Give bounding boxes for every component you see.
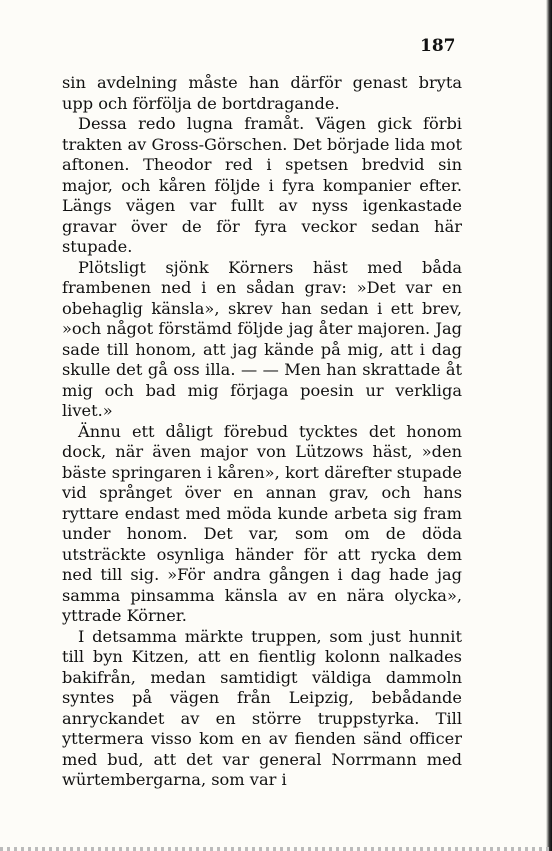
paragraph-2: Dessa redo lugna framåt. Vägen gick förbi trakten av Gross-Görschen. Det började lida mot aftonen. Theodor red i spetsen bredvid sin major, och kåren följde i fyra kompanier efter. Längs vägen var fullt av nyss igenkastade gravar över de för fyra veckor sedan här stupade. (62, 114, 462, 256)
paragraph-3: Plötsligt sjönk Körners häst med båda frambenen ned i en sådan grav: »Det var en obehaglig känsla», skrev han sedan i ett brev, »och något förstämd följde jag åter majoren. Jag sade till honom, att jag kände på mig, att i dag skulle det gå oss illa. — — Men han skrattade åt mig och bad mig förjaga poesin ur verkliga livet.» (62, 257, 462, 420)
page-number: 187 (420, 36, 456, 56)
text-block (62, 73, 462, 791)
paragraph-4: Ännu ett dåligt förebud tycktes det honom dock, när även major von Lützows häst, »den bäste springaren i kåren», kort därefter stupade vid språnget över en annan grav, och hans ryttare endast med möda kunde arbeta sig fram under honom. Det var, som om de döda utsträckte osynliga händer för att rycka dem ned till sig. »För andra gången i dag hade jag samma pinsamma känsla av en nära olycka», yttrade Körner. (62, 421, 462, 625)
paragraph-5: I detsamma märkte truppen, som just hunnit till byn Kitzen, att en fientlig kolonn nalkades bakifrån, medan samtidigt väldiga dammoln syntes på vägen från Leipzig, bebådande anryckandet av en större truppstyrka. Till yttermera visso kom en av fienden sänd officer med bud, att det var general Norrmann med würtembergarna, som var i (62, 626, 462, 789)
page-right-border (546, 0, 552, 851)
page-bottom-edge (0, 847, 552, 851)
paragraph-1: sin avdelning måste han därför genast bryta upp och förfölja de bortdragande. (62, 73, 462, 113)
